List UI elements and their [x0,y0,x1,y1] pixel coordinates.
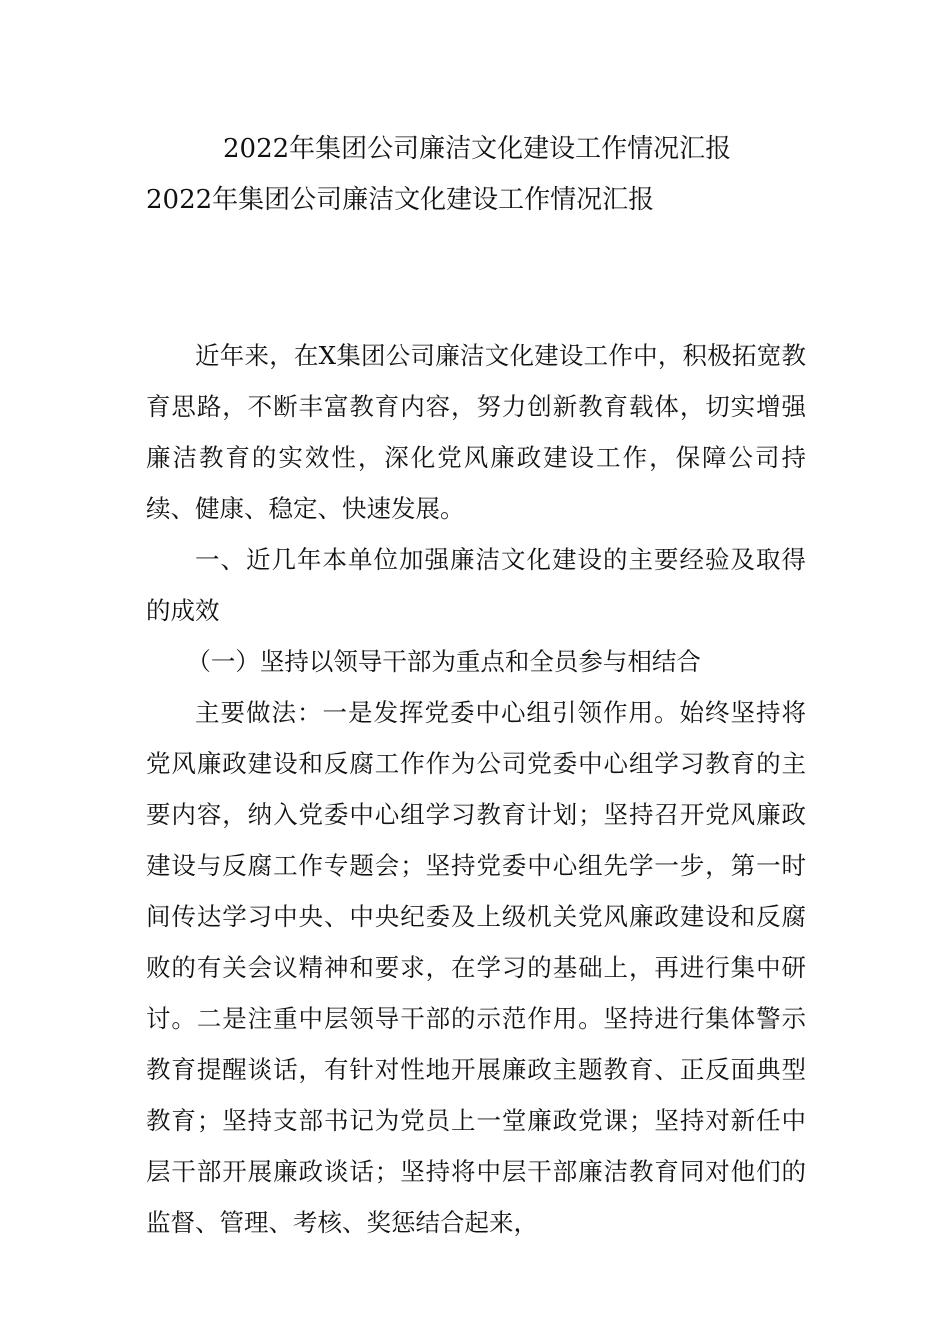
section-heading: 一、近几年本单位加强廉洁文化建设的主要经验及取得的成效 [146,545,806,625]
document-body [146,330,806,1248]
document-subtitle: 2022年集团公司廉洁文化建设工作情况汇报 [146,185,655,215]
body-paragraph: 主要做法：一是发挥党委中心组引领作用。始终坚持将党风廉政建设和反腐工作作为公司党委中心组学习教育的主要内容，纳入党委中心组学习教育计划；坚持召开党风廉政建设与反腐工作专题会；坚持党委中心组先学一步，第一时间传达学习中央、中央纪委及上级机关党风廉政建设和反腐败的有关会议精神和要求，在学习的基础上，再进行集中研讨。二是注重中层领导干部的示范作用。坚持进行集体警示教育提醒谈话，有针对性地开展廉政主题教育、正反面典型教育；坚持支部书记为党员上一堂廉政党课；坚持对新任中层干部开展廉政谈话；坚持将中层干部廉洁教育同对他们的监督、管理、考核、奖惩结合起来， [146,698,806,1237]
intro-paragraph: 近年来，在X集团公司廉洁文化建设工作中，积极拓宽教育思路，不断丰富教育内容，努力创新教育载体，切实增强廉洁教育的实效性，深化党风廉政建设工作，保障公司持续、健康、稳定、快速发展。 [146,341,806,523]
subsection-heading: （一）坚持以领导干部为重点和全员参与相结合 [186,647,701,676]
document-title: 2022年集团公司廉洁文化建设工作情况汇报 [223,134,732,164]
